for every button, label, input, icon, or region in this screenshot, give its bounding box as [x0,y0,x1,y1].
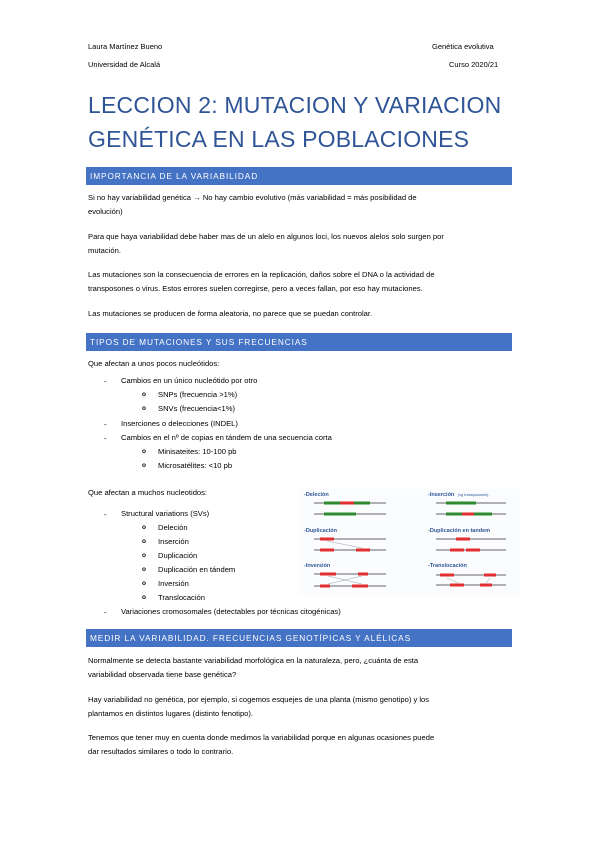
dna-segment-red [320,538,334,541]
section-heading-tipos: TIPOS DE MUTACIONES Y SUS FRECUENCIAS [86,333,512,351]
header-author: Laura Martínez Bueno [88,42,163,51]
list-item: Inserción [158,537,189,546]
fig-label-delecion: -Deleción [304,492,329,498]
subheading-pocos-nucleotidos: Que afectan a unos pocos nucleótidos: [88,359,220,368]
text-line: Las mutaciones son la consecuencia de errores en la replicación, daños sobre el DNA o la actividad de [88,270,435,279]
list-item: Cambios en el nº de copias en tándem de una secuencia corta [121,433,332,442]
dna-segment-red [484,574,496,577]
bullet-circle-icon: o [142,405,146,412]
list-item: Inversión [158,579,189,588]
dna-segment-red [358,573,368,576]
bullet-circle-icon: o [142,552,146,559]
paragraph-variabilidad-4: Las mutaciones se producen de forma aleatoria, no parece que se puedan controlar. [88,309,373,318]
paragraph-variabilidad-2 [88,230,516,258]
dna-segment-red [450,549,464,552]
page-title [88,88,528,156]
bullet-circle-icon: o [142,448,146,455]
dna-segment-green [324,513,356,516]
bullet-circle-icon: o [142,391,146,398]
list-item: Structural variations (SVs) [121,509,210,518]
dna-segment-red [320,549,334,552]
fig-label-insercion-note: (vg transposones) [458,493,489,497]
text-line: Para que haya variabilidad debe haber mas de un alelo en algunos loci, los nuevos alelos solo surgen por [88,232,444,241]
header-university: Universidad de Alcalá [88,60,161,69]
text-line: variabilidad observada tiene base genética? [88,670,237,679]
fig-label-inversion: -Inversión [304,563,331,569]
bullet-circle-icon: o [142,462,146,469]
paragraph-medir-1 [88,654,516,682]
text-line: mutación. [88,246,121,255]
list-item: Duplicación [158,551,198,560]
subheading-muchos-nucleotidos: Que afectan a muchos nucleotidos: [88,488,208,497]
fig-label-insercion: -Inserción [428,492,455,498]
text-line: evolución) [88,207,123,216]
bullet-circle-icon: o [142,566,146,573]
text-line: transposones o virus. Estos errores suelen corregirse, pero a veces fallan, por eso hay mutaciones. [88,284,423,293]
bullet-dash-icon: - [104,608,107,617]
dna-segment-red [352,585,368,588]
dna-segment-green [446,502,476,505]
list-item: Duplicación en tándem [158,565,236,574]
bullet-circle-icon: o [142,580,146,587]
dna-segment-red [466,549,480,552]
text-line: plantamos en distintos lugares (distinto fenotipo). [88,709,254,718]
list-item: Cambios en un único nucleótido por otro [121,376,258,385]
bullet-circle-icon: o [142,594,146,601]
dna-segment-red [462,513,474,516]
dna-segment-red [320,585,330,588]
bullet-dash-icon: - [104,420,107,429]
list-item: SNPs (frecuencia >1%) [158,390,238,399]
paragraph-medir-3 [88,731,516,759]
header-course: Curso 2020/21 [449,60,499,69]
bullet-dash-icon: - [104,510,107,519]
title-line-2: GENÉTICA EN LAS POBLACIONES [88,126,470,152]
header-subject: Genética evolutiva [432,42,494,51]
list-item: Minisateites: 10-100 pb [158,447,237,456]
text-line: Hay variabilidad no genética, por ejemplo, si cogemos esquejes de una planta (mismo genotipo) y los [88,695,430,704]
fig-label-translocacion: -Translocación [428,563,467,569]
list-item: Translocación [158,593,205,602]
text-line: dar resultados similares o todo lo contrario. [88,747,234,756]
paragraph-variabilidad-1 [88,191,516,219]
dna-segment-red [440,574,454,577]
section-heading-medir: MEDIR LA VARIABILIDAD. FRECUENCIAS GENOTÍPICAS Y ALÉLICAS [86,629,512,647]
structural-variation-figure [300,489,520,595]
dna-segment-red [450,584,464,587]
list-item: SNVs (frecuencia<1%) [158,404,236,413]
bullet-dash-icon: - [104,434,107,443]
paragraph-variabilidad-3 [88,268,516,296]
text-line: Normalmente se detecta bastante variabilidad morfológica en la naturaleza, pero, ¿cuánta de esta [88,656,419,665]
dna-segment-red [456,538,470,541]
list-item: Variaciones cromosomales (detectables por técnicas citogénicas) [121,607,341,616]
bullet-circle-icon: o [142,538,146,545]
bullet-dash-icon: - [104,377,107,386]
fig-label-dup-tandem: -Duplicación en tandem [428,528,491,534]
dna-segment-red [320,573,336,576]
list-item: Deleción [158,523,188,532]
fig-label-duplicacion: -Duplicación [304,528,338,534]
list-item: Microsatélites: <10 pb [158,461,233,470]
list-item: Inserciones o delecciones (INDEL) [121,419,238,428]
bullet-circle-icon: o [142,524,146,531]
section-heading-variabilidad: IMPORTANCIA DE LA VARIABILIDAD [86,167,512,185]
dna-segment-red [356,549,370,552]
text-line: Si no hay variabilidad genética → No hay cambio evolutivo (más variabilidad = más posibilidad de [88,193,417,202]
dna-segment-red [480,584,492,587]
title-line-1: LECCION 2: MUTACION Y VARIACION [88,92,502,118]
text-line: Tenemos que tener muy en cuenta donde medimos la variabilidad porque en algunas ocasiones puede [88,733,435,742]
paragraph-medir-2 [88,693,516,721]
dna-segment-red [340,502,354,505]
